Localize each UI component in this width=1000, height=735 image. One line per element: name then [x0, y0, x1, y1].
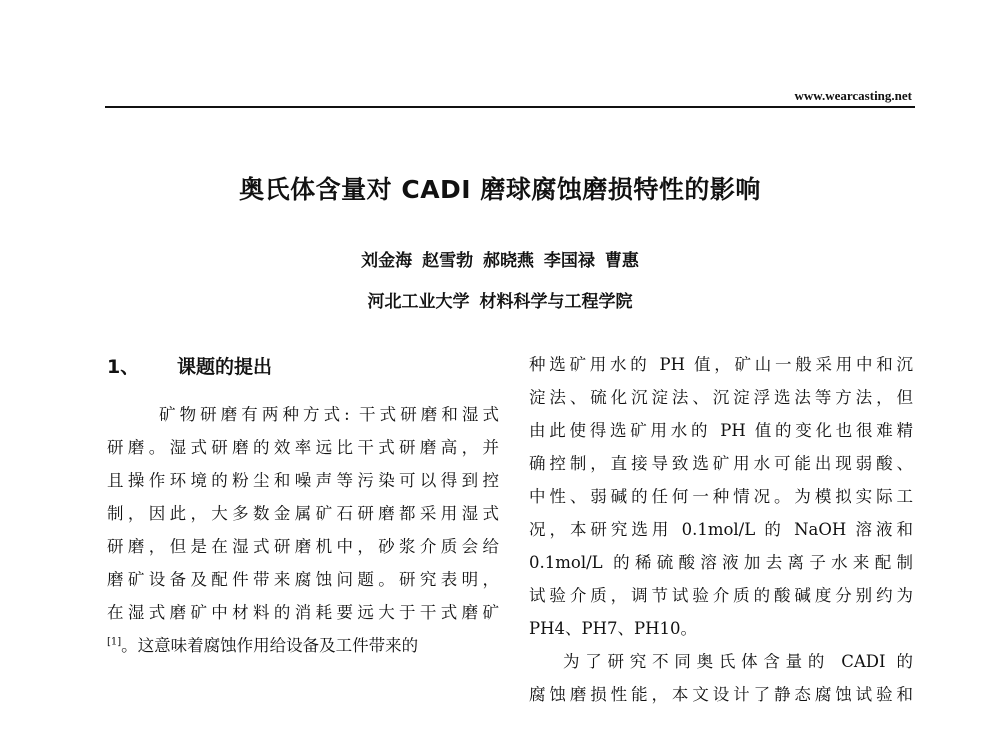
- paragraph-line: 磨矿设备及配件带来腐蚀问题。研究表明，: [107, 570, 499, 589]
- paragraph-line-text: 。这意味着腐蚀作用给设备及工件带来的: [121, 636, 419, 655]
- affiliation: 河北工业大学 材料科学与工程学院: [367, 292, 633, 312]
- paragraph-line: 研磨，但是在湿式研磨机中，砂浆介质会给: [107, 537, 499, 556]
- right-column: [529, 348, 913, 711]
- paragraph-line: 试验介质，调节试验介质的酸碱度分别约为: [529, 586, 913, 605]
- paragraph-line: 且操作环境的粉尘和噪声等污染可以得到控: [107, 471, 499, 490]
- paragraph-line: 中性、弱碱的任何一种情况。为模拟实际工: [529, 487, 913, 506]
- paragraph-line: 制，因此，大多数金属矿石研磨都采用湿式: [107, 504, 499, 523]
- paragraph-line: [107, 629, 499, 662]
- paper-title: 奥氏体含量对 CADI 磨球腐蚀磨损特性的影响: [239, 175, 761, 204]
- paragraph-line: 0.1mol/L 的稀硫酸溶液加去离子水来配制: [529, 553, 913, 572]
- author-list: 刘金海 赵雪勃 郝晓燕 李国禄 曹惠: [361, 251, 639, 271]
- left-column: [107, 398, 499, 662]
- paragraph-line: 为了研究不同奥氏体含量的 CADI 的: [563, 652, 913, 671]
- section-number: 1、: [107, 356, 140, 378]
- paragraph-line: PH4、PH7、PH10。: [529, 619, 697, 638]
- paragraph-line: 由此使得选矿用水的 PH 值的变化也很难精: [529, 421, 913, 440]
- paragraph-line: 确控制，直接导致选矿用水可能出现弱酸、: [529, 454, 913, 473]
- section-heading: [107, 352, 272, 379]
- paragraph-line: 淀法、硫化沉淀法、沉淀浮选法等方法，但: [529, 388, 913, 407]
- paragraph-line: 种选矿用水的 PH 值，矿山一般采用中和沉: [529, 355, 913, 374]
- citation-reference: [1]: [107, 636, 122, 648]
- section-title: 课题的提出: [177, 356, 273, 378]
- header-rule: [105, 106, 915, 108]
- paragraph-line: 腐蚀磨损性能，本文设计了静态腐蚀试验和: [529, 685, 913, 704]
- paragraph-line: 在湿式磨矿中材料的消耗要远大于干式磨矿: [107, 603, 499, 622]
- paragraph-line: 况，本研究选用 0.1mol/L 的 NaOH 溶液和: [529, 520, 913, 539]
- paragraph-line: 研磨。湿式研磨的效率远比干式研磨高，并: [107, 438, 499, 457]
- site-url: www.wearcasting.net: [794, 88, 912, 103]
- paragraph-line: 矿物研磨有两种方式: 干式研磨和湿式: [159, 405, 499, 424]
